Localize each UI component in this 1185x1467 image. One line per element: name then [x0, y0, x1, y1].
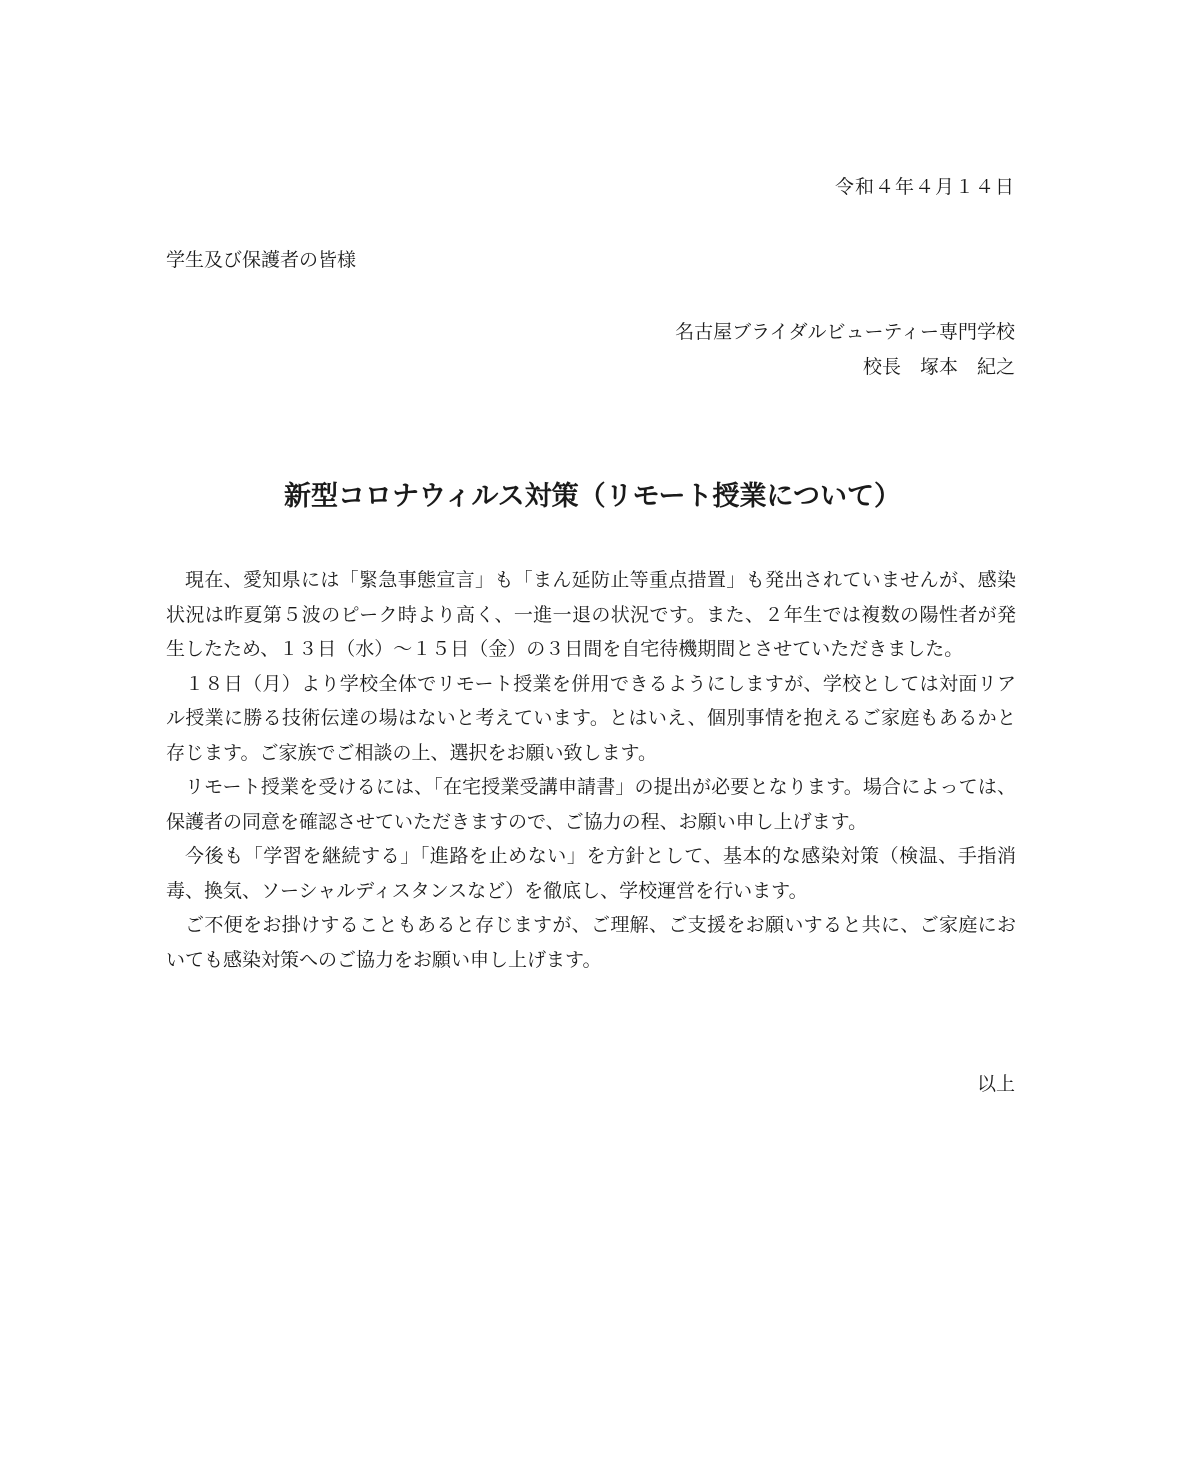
paragraph-request: ご不便をお掛けすることもあると存じますが、ご理解、ご支援をお願いすると共に、ご家庭においても感染対策へのご協力をお願い申し上げます。: [166, 914, 1016, 971]
paragraph-application: リモート授業を受けるには、「在宅授業受講申請書」の提出が必要となります。場合によっては、保護者の同意を確認させていただきますので、ご協力の程、お願い申し上げます。: [166, 776, 1016, 833]
paragraph-policy: 今後も「学習を継続する」「進路を止めない」を方針として、基本的な感染対策（検温、手指消毒、換気、ソーシャルディスタンスなど）を徹底し、学校運営を行います。: [166, 845, 1016, 902]
addressee: 学生及び保護者の皆様: [166, 249, 357, 271]
document-title: 新型コロナウィルス対策（リモート授業について）: [284, 481, 901, 512]
document-body: [166, 563, 1016, 977]
sender-block: [675, 315, 1015, 385]
closing-mark: 以上: [976, 1073, 1015, 1095]
school-name: 名古屋ブライダルビューティー専門学校: [675, 321, 1015, 343]
document-date: 令和４年４月１４日: [834, 176, 1015, 198]
paragraph-current-situation: 現在、愛知県には「緊急事態宣言」も「まん延防止等重点措置」も発出されていませんが、感染状況は昨夏第５波のピーク時より高く、一進一退の状況です。また、２年生では複数の陽性者が発生したため、１３日（水）～１５日（金）の３日間を自宅待機期間とさせていただきました。: [166, 569, 1016, 660]
principal-name: 校長 塚本 紀之: [862, 356, 1015, 378]
paragraph-remote-classes: １８日（月）より学校全体でリモート授業を併用できるようにしますが、学校としては対面リアル授業に勝る技術伝達の場はないと考えています。とはいえ、個別事情を抱えるご家庭もあるかと存じます。ご家族でご相談の上、選択をお願い致します。: [166, 672, 1016, 764]
